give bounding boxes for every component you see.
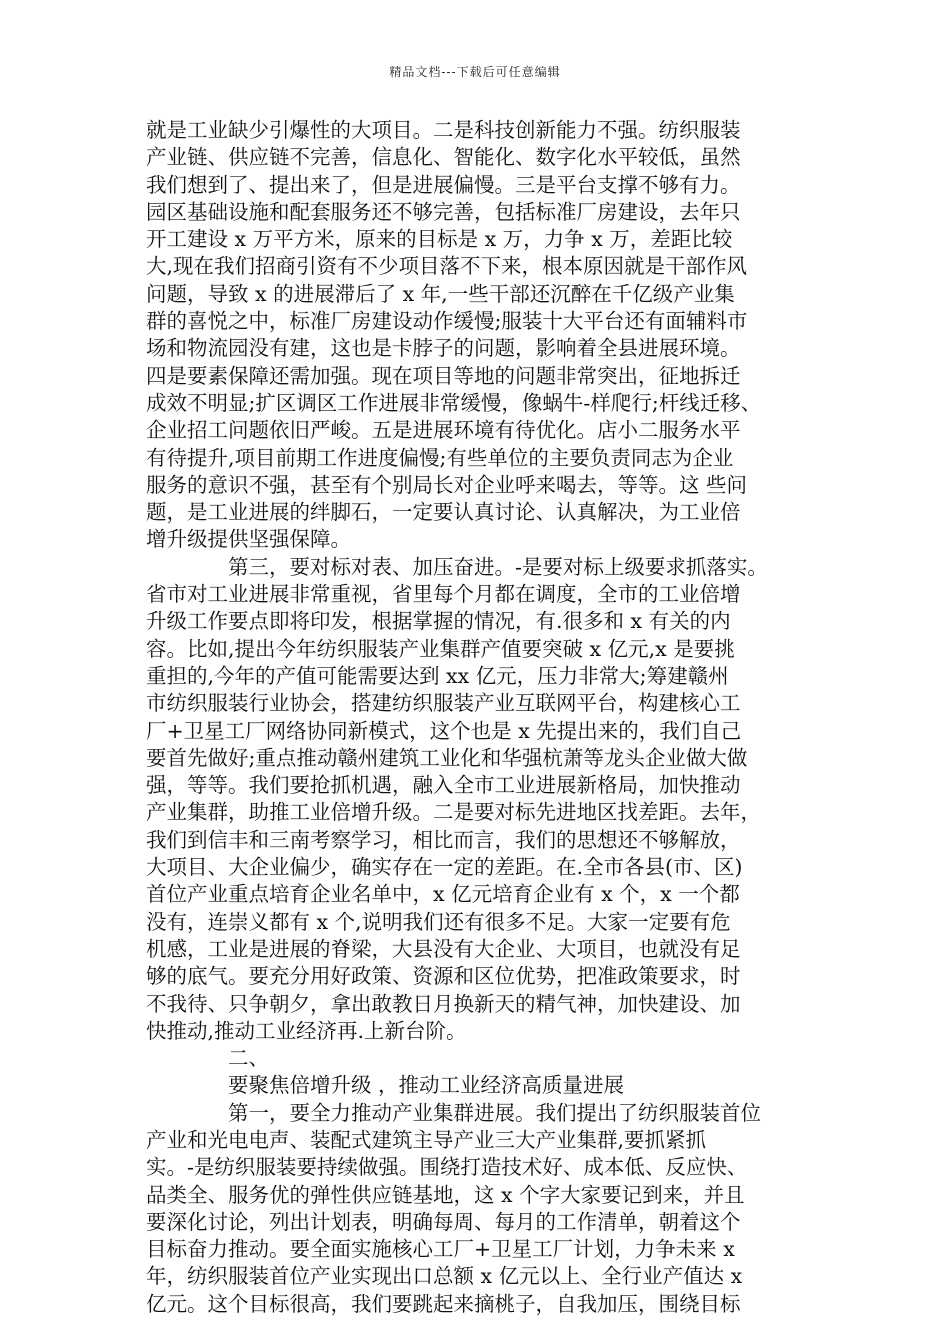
text-line: 产业和光电电声、装配式建筑主导产业三大产业集群,要抓紧抓	[146, 1127, 707, 1152]
text-line: 增升级提供坚强保障。	[146, 527, 351, 552]
text-line: 问题，导致 x 的进展滞后了 x 年,一些干部还沉醉在千亿级产业集	[146, 281, 735, 306]
text-line: 品类全、服务优的弹性供应链基地，这 x 个字大家要记到来，并且	[146, 1182, 745, 1207]
text-line: 升级工作要点即将印发，根据掌握的情况，有.很多和 x 有关的内	[146, 609, 731, 634]
text-line: 四是要素保障还需加强。现在项目等地的问题非常突出，征地拆迁	[146, 363, 741, 388]
text-line: 年，纺织服装首位产业实现出口总额 x 亿元以上、全行业产值达 x	[146, 1264, 743, 1289]
text-line: 要首先做好;重点推动赣州建筑工业化和华强杭萧等龙头企业做大做	[146, 745, 748, 770]
text-line: 实。-是纺织服装要持续做强。围绕打造技术好、成本低、反应快、	[146, 1155, 748, 1180]
text-line: 场和物流园没有建，这也是卡脖子的问题，影响着全县进展环境。	[146, 336, 741, 361]
text-line: 二、	[228, 1046, 269, 1071]
text-line: 就是工业缺少引爆性的大项目。二是科技创新能力不强。纺织服装	[146, 118, 741, 142]
text-line: 有待提升,项目前期工作进度偏慢;有些单位的主要负责同志为企业	[146, 445, 734, 470]
text-line: 要深化讨论，列出计划表，明确每周、每月的工作清单，朝着这个	[146, 1209, 741, 1234]
text-line: 重担的,今年的产值可能需要达到 xx 亿元，压力非常大;筹建赣州	[146, 663, 729, 688]
text-line: 要聚焦倍增升级 ，推动工业经济高质量进展	[228, 1073, 625, 1098]
text-line: 亿元。这个目标很高，我们要跳起来摘桃子，自我加压，围绕目标	[146, 1291, 741, 1316]
text-line: 机感，工业是进展的脊梁，大县没有大企业、大项目，也就没有足	[146, 936, 741, 961]
text-line: 产业链、供应链不完善，信息化、智能化、数字化水平较低，虽然	[146, 145, 741, 170]
text-line: 不我待、只争朝夕，拿出敢教日月换新天的精气神，加快建设、加	[146, 991, 741, 1016]
text-line: 大,现在我们招商引资有不少项目落不下来，根本原因就是干部作风	[146, 254, 748, 279]
page-header: 精品文档---下载后可任意编辑	[389, 65, 561, 79]
text-line: 成效不明显;扩区调区工作进展非常缓慢，像蜗牛-样爬行;杆线迁移、	[146, 390, 762, 415]
text-line: 快推动,推动工业经济再.上新台阶。	[146, 1018, 467, 1043]
text-line: 强，等等。我们要抢抓机遇，融入全市工业进展新格局，加快推动	[146, 773, 741, 798]
text-line: 开工建设 x 万平方米，原来的目标是 x 万，力争 x 万，差距比较	[146, 227, 733, 252]
text-line: 第三，要对标对表、加压奋进。-是要对标上级要求抓落实。	[228, 554, 768, 579]
text-line: 企业招工问题依旧严峻。五是进展环境有待优化。店小二服务水平	[146, 418, 741, 443]
text-line: 首位产业重点培育企业名单中，x 亿元培育企业有 x 个，x 一个都	[146, 882, 740, 907]
text-line: 服务的意识不强，甚至有个别局长对企业呼来喝去，等等。这 些问	[146, 472, 748, 497]
text-line: 园区基础设施和配套服务还不够完善，包括标准厂房建设，去年只	[146, 199, 741, 224]
text-line: 我们想到了、提出来了，但是进展偏慢。三是平台支撑不够有力。	[146, 172, 741, 197]
text-line: 市纺织服装行业协会，搭建纺织服装产业互联网平台，构建核心工	[146, 691, 741, 716]
text-line: 目标奋力推动。要全面实施核心工厂+卫星工厂计划，力争未来 x	[146, 1237, 735, 1262]
text-line: 我们到信丰和三南考察学习，相比而言，我们的思想还不够解放，	[146, 827, 741, 852]
text-line: 题，是工业进展的绊脚石，一定要认真讨论、认真解决，为工业倍	[146, 500, 741, 525]
text-line: 大项目、大企业偏少，确实存在一定的差距。在.全市各县(市、区)	[146, 855, 743, 880]
text-line: 容。比如,提出今年纺织服装产业集群产值要突破 x 亿元,x 是要挑	[146, 636, 735, 661]
text-line: 产业集群，助推工业倍增升级。二是要对标先进地区找差距。去年，	[146, 800, 761, 825]
text-line: 没有，连崇义都有 x 个,说明我们还有很多不足。大家一定要有危	[146, 909, 731, 934]
text-line: 第一，要全力推动产业集群进展。我们提出了纺织服装首位	[228, 1100, 761, 1125]
text-line: 够的底气。要充分用好政策、资源和区位优势，把准政策要求，时	[146, 964, 741, 989]
document-body	[146, 117, 816, 1318]
text-line: 省市对工业进展非常重视，省里每个月都在调度，全市的工业倍增	[146, 582, 741, 607]
text-line: 群的喜悦之中，标准厂房建设动作缓慢;服装十大平台还有面辅料市	[146, 309, 748, 334]
text-line: 厂+卫星工厂网络协同新模式，这个也是 x 先提出来的，我们自己	[146, 718, 742, 743]
